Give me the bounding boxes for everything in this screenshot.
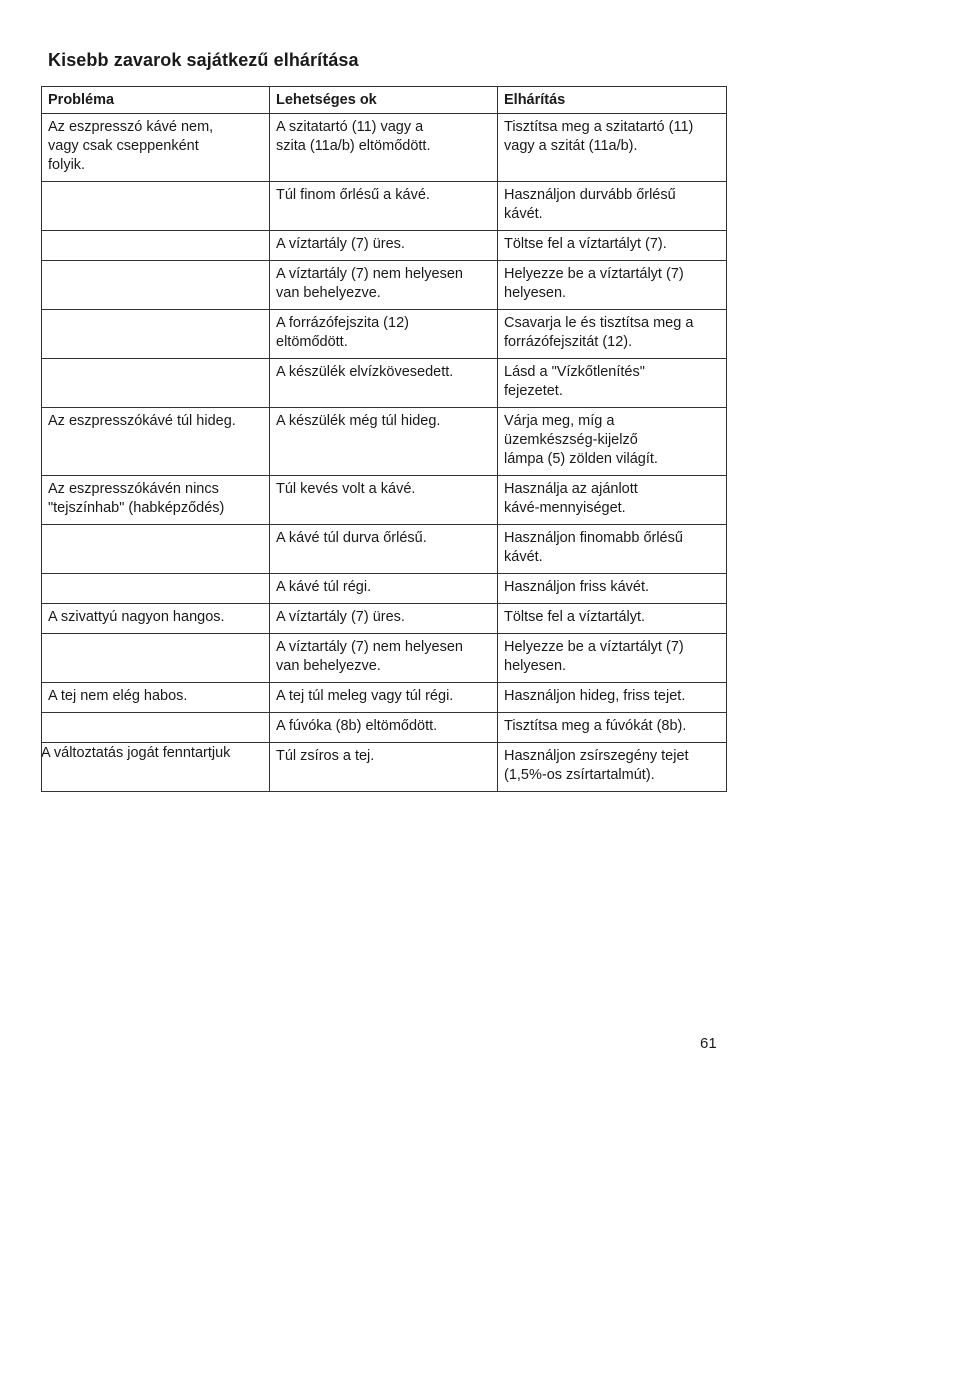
- problem-cell: [42, 713, 270, 743]
- remedy-cell: Töltse fel a víztartályt.: [498, 604, 727, 634]
- table-row: [42, 231, 727, 261]
- problem-cell: [42, 574, 270, 604]
- remedy-cell: Töltse fel a víztartályt (7).: [498, 231, 727, 261]
- problem-cell: [42, 310, 270, 359]
- cause-cell: A tej túl meleg vagy túl régi.: [270, 683, 498, 713]
- problem-cell: [42, 359, 270, 408]
- remedy-cell: Használjon zsírszegény tejet (1,5%-os zsírtartalmút).: [498, 743, 727, 792]
- cause-cell: A forrázófejszita (12) eltömődött.: [270, 310, 498, 359]
- problem-cell: Az eszpresszókávé túl hideg.: [42, 408, 270, 476]
- troubleshooting-table: [41, 86, 727, 792]
- problem-cell: [42, 231, 270, 261]
- remedy-cell: Csavarja le és tisztítsa meg a forrázófejszitát (12).: [498, 310, 727, 359]
- header-problem: Probléma: [42, 87, 270, 114]
- table-header-row: [42, 87, 727, 114]
- problem-cell: A tej nem elég habos.: [42, 683, 270, 713]
- page-number: 61: [700, 1035, 717, 1052]
- table-row: [42, 261, 727, 310]
- cause-cell: A készülék elvízkövesedett.: [270, 359, 498, 408]
- problem-cell: Az eszpresszókávén nincs "tejszínhab" (habképződés): [42, 476, 270, 525]
- remedy-cell: Lásd a "Vízkőtlenítés" fejezetet.: [498, 359, 727, 408]
- problem-cell: Az eszpresszó kávé nem, vagy csak cseppenként folyik.: [42, 114, 270, 182]
- table-row: [42, 476, 727, 525]
- table-row: [42, 525, 727, 574]
- table-row: [42, 683, 727, 713]
- cause-cell: A víztartály (7) üres.: [270, 604, 498, 634]
- problem-cell: [42, 634, 270, 683]
- cause-cell: A kávé túl durva őrlésű.: [270, 525, 498, 574]
- problem-cell: A szivattyú nagyon hangos.: [42, 604, 270, 634]
- header-remedy: Elhárítás: [498, 87, 727, 114]
- cause-cell: Túl zsíros a tej.: [270, 743, 498, 792]
- footnote: A változtatás jogát fenntartjuk: [41, 745, 231, 761]
- cause-cell: A víztartály (7) nem helyesen van behelyezve.: [270, 261, 498, 310]
- table-row: [42, 574, 727, 604]
- cause-cell: A szitatartó (11) vagy a szita (11a/b) eltömődött.: [270, 114, 498, 182]
- header-cause: Lehetséges ok: [270, 87, 498, 114]
- cause-cell: A kávé túl régi.: [270, 574, 498, 604]
- remedy-cell: Tisztítsa meg a szitatartó (11) vagy a szitát (11a/b).: [498, 114, 727, 182]
- remedy-cell: Használjon hideg, friss tejet.: [498, 683, 727, 713]
- cause-cell: Túl kevés volt a kávé.: [270, 476, 498, 525]
- table-row: [42, 359, 727, 408]
- table-row: [42, 408, 727, 476]
- table-row: [42, 114, 727, 182]
- remedy-cell: Használjon durvább őrlésű kávét.: [498, 182, 727, 231]
- remedy-cell: Várja meg, míg a üzemkészség-kijelző lámpa (5) zölden világít.: [498, 408, 727, 476]
- remedy-cell: Tisztítsa meg a fúvókát (8b).: [498, 713, 727, 743]
- remedy-cell: Helyezze be a víztartályt (7) helyesen.: [498, 634, 727, 683]
- page-title: Kisebb zavarok sajátkezű elhárítása: [48, 50, 359, 70]
- cause-cell: A készülék még túl hideg.: [270, 408, 498, 476]
- problem-cell: [42, 261, 270, 310]
- remedy-cell: Használjon finomabb őrlésű kávét.: [498, 525, 727, 574]
- remedy-cell: Használja az ajánlott kávé-mennyiséget.: [498, 476, 727, 525]
- cause-cell: A víztartály (7) nem helyesen van behelyezve.: [270, 634, 498, 683]
- cause-cell: A fúvóka (8b) eltömődött.: [270, 713, 498, 743]
- table-row: [42, 182, 727, 231]
- table-row: [42, 713, 727, 743]
- table-row: [42, 604, 727, 634]
- remedy-cell: Használjon friss kávét.: [498, 574, 727, 604]
- cause-cell: Túl finom őrlésű a kávé.: [270, 182, 498, 231]
- table-row: [42, 310, 727, 359]
- problem-cell: [42, 182, 270, 231]
- table-row: [42, 634, 727, 683]
- remedy-cell: Helyezze be a víztartályt (7) helyesen.: [498, 261, 727, 310]
- cause-cell: A víztartály (7) üres.: [270, 231, 498, 261]
- problem-cell: [42, 525, 270, 574]
